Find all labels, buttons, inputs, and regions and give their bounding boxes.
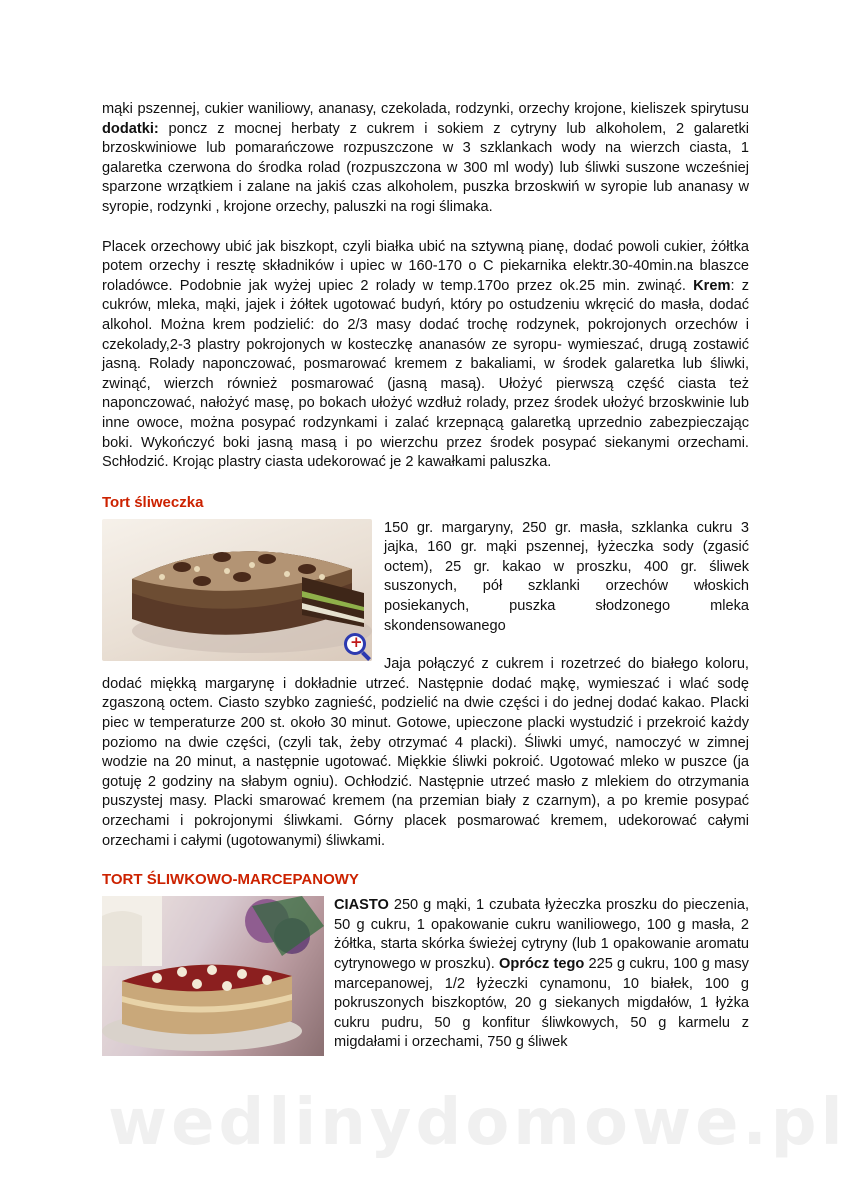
cake-photo <box>102 896 324 1056</box>
text-run: : z cukrów, mleka, mąki, jajek i żółtek ugotować budyń, który po ostudzeniu wkręcić do masła, dodać alkohol. Można krem podzielić: do 2/3 masy dodać trochę rodzynek, pokrojonych orzechów i czekolady,2-3 plastry pokrojonych w kosteczkę ananasów ze syropu- wymieszać, drugą zostawić jasną. Rolady naponczować, posmarować kremem z bakaliami, w środek galaretka lub śliwki, zwinąć, wierzch również posmarować (jasną masą). Ułożyć pierwszą część ciasta też naponczować, nałożyć masę, po bokach ułożyć wzdłuż rolady, przez środek ułożyć brzoskwinie lub inne owoce, można posypać rodzynkami i zalać krzepnącą galaretką uprzednio zabezpieczając boki. Wykończyć boki jasną masą i po wierzchu przez środek posypać siekanymi orzechami. Schłodzić. Krojąc plastry ciasta udekorować je 2 kawałkami paluszka. <box>102 277 750 471</box>
recipe-tort-sliweczka <box>102 494 749 852</box>
text-run: 225 g cukru, 100 g masy marcepanowej, 1/2 łyżeczki cynamonu, 10 białek, 100 g pokruszonych biszkoptów, 20 g siekanych migdałów, 1 łyżka cukru pudru, 50 g konfitur śliwkowych, 50 g karmelu z migdałami i orzechami, 750 g śliwek <box>334 955 749 1051</box>
watermark: wedlinydomowe.pl <box>108 1086 847 1160</box>
cake-photo <box>102 519 372 661</box>
recipe-title: Tort śliweczka <box>102 493 204 511</box>
zoom-magnifier-icon[interactable] <box>344 633 366 655</box>
bold-label-dodatki: dodatki: <box>102 120 159 137</box>
recipe-body <box>102 519 749 852</box>
text-run: mąki pszennej, cukier waniliowy, ananasy, czekolada, rodzynki, orzechy krojone, kieliszek spirytusu <box>102 101 749 117</box>
recipe-title: TORT ŚLIWKOWO-MARCEPANOWY <box>102 871 359 889</box>
recipe-ingredients: 150 gr. margaryny, 250 gr. masła, szklanka cukru 3 jajka, 160 gr. mąki pszennej, łyżeczka sody (zgasić octem), 25 gr. kakao w proszku, 400 gr. śliwek suszonych, pół szklanki orzechów włoskich posiekanych, puszka słodzonego mleka skondensowanego <box>384 519 749 634</box>
text-run: poncz z mocnej herbaty z cukrem i sokiem z cytryny lub alkoholem, 2 galaretki brzoskwiniowe lub pomarańczowe rozpuszczone w 3 szklankach wody na wierzch ciasta, 1 galaretka czerwona do środka rolad (rozpuszczona w 300 ml wody) lub śliwki suszone wcześniej sparzone wrzątkiem i zalane na jakiś czas alkoholem, puszka brzoskwiń w syropie lub ananasy w syropie, rodzynki , krojone orzechy, paluszki na rogi ślimaka. <box>102 120 749 215</box>
text-run: 250 g mąki, 1 czubata łyżeczka proszku do pieczenia, 50 g cukru, 1 opakowanie cukru waniliowego, 100 g masła, 2 żółtka, starta skórka świeżej cytryny (lub 1 opakowanie aromatu cytrynowego w proszku). <box>334 897 749 972</box>
bold-label-oprocz-tego: Oprócz tego <box>499 955 585 972</box>
recipe-method: Jaja połączyć z cukrem i rozetrzeć do białego koloru, dodać miękką margarynę i dokładnie utrzeć. Następnie dodać mąkę, wymieszać i wlać sodę zgaszoną octem. Ciasto szybko zagnieść, podzielić na dwie części i do jednej dodać kakao. Placki piec w temperaturze 200 st. około 30 minut. Gotowe, upieczone placki wystudzić i przekroić każdy poziomo na dwie części, (czyli tak, żeby otrzymać 4 placki). Śliwki umyć, namoczyć w zimnej wodzie na 20 minut, a następnie ugotować. Miękkie śliwki pokroić. Ugotować mleko w puszce (ja gotuję 2 godziny na słabym ogniu). Ochłodzić. Następnie utrzeć masło z mlekiem do otrzymania puszystej masy. Placki smarować kremem (na przemian biały z czarnym), a po kremie posypać orzechami i pokrojonymi śliwkami. Górny placek posmarować kremem, udekorować całymi orzechami i całymi (ugotowanymi) śliwkami. <box>102 656 749 849</box>
text-run: Placek orzechowy ubić jak biszkopt, czyli białka ubić na sztywną pianę, dodać powoli cukier, żółtka potem orzechy i resztę składników i upiec w 160-170 o C piekarnika elektr.30-40min.na blaszce roladówce. Podobnie jak wyżej upiec 2 rolady w temp.170o przez ok.25 min. zwinąć. <box>102 238 749 294</box>
recipe-tort-sliwkowo-marcepanowy <box>102 871 749 1062</box>
bold-label-krem: Krem <box>693 277 731 294</box>
recipe-body <box>102 896 749 1062</box>
document-page <box>102 100 749 1062</box>
cake-illustration <box>102 896 324 1056</box>
intro-paragraph-1 <box>102 100 749 218</box>
intro-paragraph-2 <box>102 238 749 473</box>
bold-label-ciasto: CIASTO <box>334 897 389 914</box>
cake-illustration <box>102 519 372 661</box>
